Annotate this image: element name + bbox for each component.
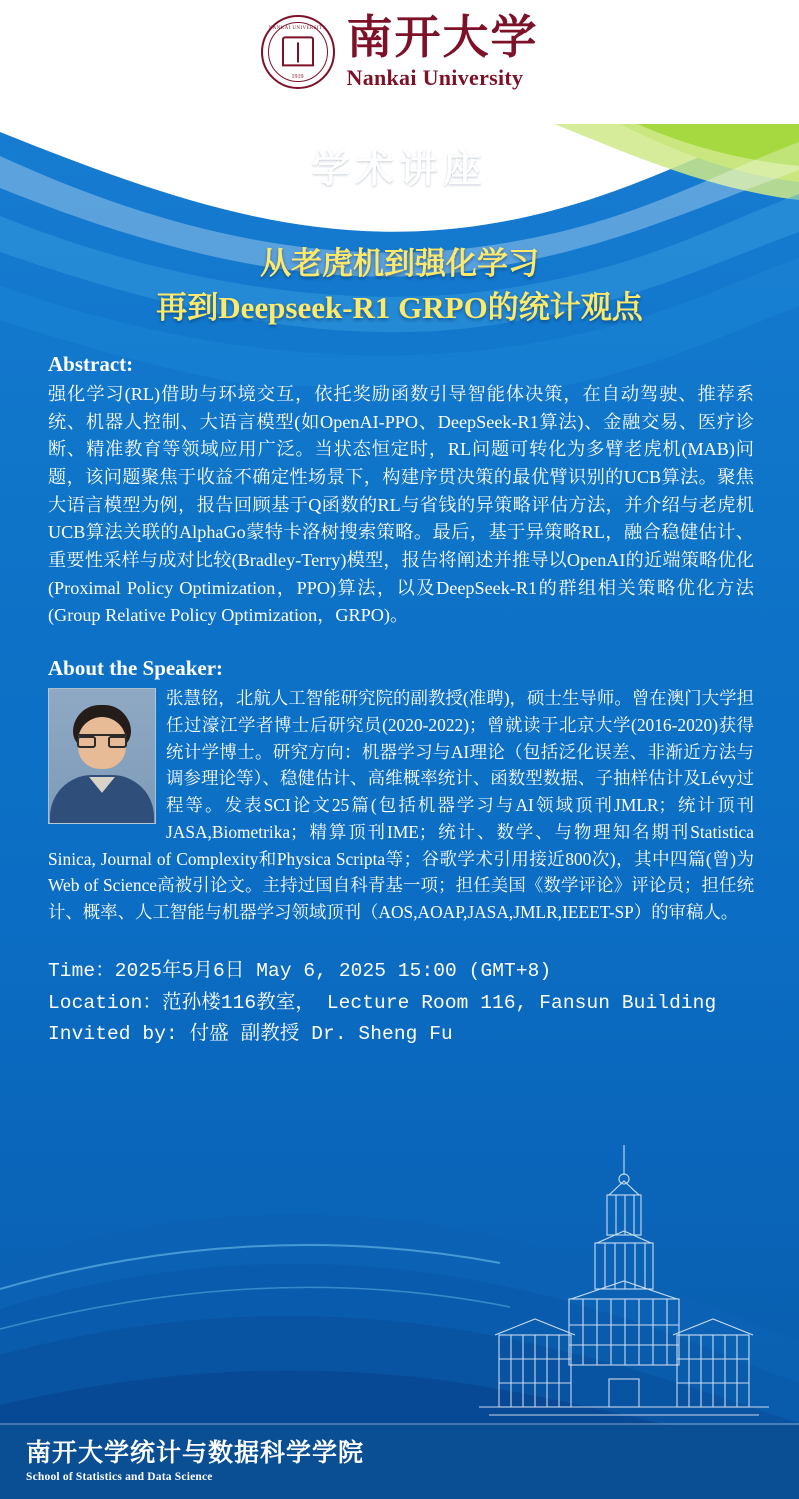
event-location: Location：范孙楼116教室， Lecture Room 116, Fansun Building: [48, 991, 717, 1014]
speaker-portrait: [48, 688, 156, 824]
seal-glyph-icon: [282, 37, 314, 67]
speaker-section: [48, 656, 754, 926]
abstract-text: 强化学习(RL)借助与环境交互，依托奖励函数引导智能体决策，在自动驾驶、推荐系统、机器人控制、大语言模型(如OpenAI-PPO、DeepSeek-R1算法)、金融交易、医疗诊断、精准教育等领域应用广泛。当状态恒定时，RL问题可转化为多臂老虎机(MAB)问题，该问题聚焦于收益不确定性场景下，构建序贯决策的最优臂识别的UCB算法。聚焦大语言模型为例，报告回顾基于Q函数的RL与省钱的异策略评估方法，并介绍与老虎机UCB算法关联的AlphaGo蒙特卡洛树搜索策略。最后，基于异策略RL，融合稳健估计、重要性采样与成对比较(Bradley-Terry)模型，报告将阐述并推导以OpenAI的近端策略优化(Proximal Policy Optimization，PPO)算法，以及DeepSeek-R1的群组相关策略优化方法(Group Relative Policy Optimization，GRPO)。: [48, 384, 754, 626]
event-invited-by: Invited by: 付盛 副教授 Dr. Sheng Fu: [48, 1023, 453, 1046]
university-name-cn: 南开大学: [346, 12, 539, 63]
header-band: [0, 0, 799, 124]
lecture-label: 学术讲座: [311, 149, 488, 191]
seal-text-top: NANKAI UNIVERSITY: [268, 26, 327, 32]
speaker-heading: About the Speaker:: [48, 655, 224, 680]
glasses-icon: [77, 734, 127, 749]
seal-year: 1919: [291, 74, 304, 81]
speaker-body: [48, 685, 754, 926]
university-name-en: Nankai University: [346, 64, 524, 90]
talk-title-line2: 再到Deepseek-R1 GRPO的统计观点: [156, 290, 643, 326]
talk-title: [0, 242, 799, 330]
abstract-heading: Abstract:: [48, 352, 134, 376]
logo-names: [347, 14, 539, 91]
footer-org-en: School of Statistics and Data Science: [26, 1471, 213, 1483]
campus-building-illustration: [459, 1139, 789, 1439]
university-seal-icon: [261, 15, 335, 89]
poster-content: [48, 352, 754, 1051]
speaker-bio: 张慧铭，北航人工智能研究院的副教授(准聘)，硕士生导师。曾在澳门大学担任过濠江学者博士后研究员(2020-2022)；曾就读于北京大学(2016-2020)获得统计学博士。研究方向：机器学习与AI理论（包括泛化误差、非渐近方法与调参理论等）、稳健估计、高维概率统计、函数型数据、子抽样估计及Lévy过程等。发表SCI论文25篇(包括机器学习与AI领域顶刊JMLR；统计顶刊JASA,Biometrika；精算顶刊IME；统计、数学、与物理知名期刊Statistica Sinica, Journal of Complexity和Physica Scripta等；谷歌学术引用接近800次)，其中四篇(曾)为Web of Science高被引论文。主持过国自科青基一项；担任美国《数学评论》评论员；担任统计、概率、人工智能与机器学习领域顶刊（AOS,AOAP,JASA,JMLR,IEEET-SP）的审稿人。: [48, 687, 754, 923]
event-time: Time：2025年5月6日 May 6, 2025 15:00 (GMT+8): [48, 960, 552, 983]
footer-org-cn: 南开大学统计与数据科学学院: [26, 1440, 365, 1468]
talk-title-line1: 从老虎机到强化学习: [260, 246, 539, 281]
event-details: [48, 956, 754, 1051]
footer-org: [26, 1440, 364, 1483]
abstract-section: [48, 352, 754, 630]
university-logo: [0, 14, 799, 91]
